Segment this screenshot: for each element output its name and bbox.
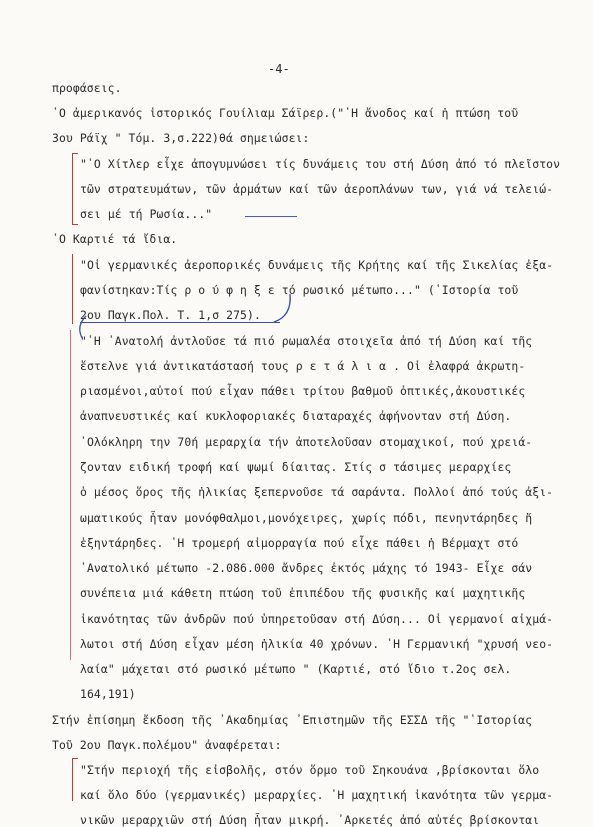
text-line: "Οἱ γερμανικές ἀεροπορικές δυνάμεις τῆς Κρήτης καί τῆς Σικελίας ἐξα- — [80, 258, 554, 272]
text-line: 164,191) — [80, 687, 136, 701]
text-line: ὁ μέσος ὅρος τῆς ἡλικίας ξεπερνοῦσε τά σαράντα. Πολλοί ἀπό τούς ἀξι- — [80, 485, 554, 499]
text-line: φανίστηκαν:Τίς ρ ο ύ φ η ξ ε τό ρωσικό μέτωπο..." (῾Ιστορία τοῦ — [80, 283, 519, 297]
text-line: ἔστελνε γιά ἀντικατάστασή τους ρ ε τ ά λ ι α . Οἱ ἐλαφρά ἀκρωτη- — [80, 359, 526, 373]
text-line: ῾Ο ἀμερικανός ἱστορικός Γουίλιαμ Σάϊρερ.("῾Η ἄνοδος καί ἡ πτώση τοῦ — [52, 106, 519, 120]
text-line: ἑξηντάρηδες. ῾Η τρομερή αἱμορραγία πού εἶχε πάθει ἡ Βέρμαχτ στό — [80, 536, 519, 550]
text-line: ἀναπνευστικές καί κυκλοφοριακές διαταραχές ἀφήνονταν στή Δύση. — [80, 409, 512, 423]
text-line: ᾿Ολόκληρη την 70ή μεραρχία τήν ἀποτελοῦσαν στομαχικοί, πού χρειά- — [80, 435, 533, 449]
arc-mark — [74, 314, 88, 340]
underline-mark — [80, 322, 280, 323]
text-line: ωματικούς ἦταν μονόφθαλμοι,μονόχειρες, χωρίς πόδι, πενηντάρηδες ἤ — [80, 511, 533, 525]
arc-mark — [270, 290, 300, 326]
text-line: "῾Η ᾿Ανατολή ἀντλοῦσε τά πιό ρωμαλέα στοιχεῖα ἀπό τή Δύση καί τῆς — [80, 334, 533, 348]
text-line: ᾿Ανατολικό μέτωπο -2.086.000 ἄνδρες ἐκτός μάχης τό 1943- Εἶχε σάν — [80, 561, 533, 575]
text-line: ριασμένοι,αὐτοί πού εἶχαν πάθει τρίτου βαθμοῦ ὀπτικές,ἀκουστικές — [80, 384, 526, 398]
text-line: σει μέ τή Ρωσία..." — [80, 207, 213, 221]
text-line: νικῶν μεραρχιῶν στή Δύση ἦταν μικρή. ᾿Αρκετές ἀπό αὐτές βρίσκονται — [80, 813, 540, 827]
text-line: 3ου Ράϊχ " Τόμ. 3,σ.222)θά σημειώσει: — [52, 131, 310, 145]
strike-mark — [245, 216, 297, 217]
text-line: "῾Ο Χίτλερ εἶχε ἀπογυμνώσει τίς δυνάμεις του στή Δύση ἀπό τό πλεῖστον — [80, 157, 561, 171]
text-line: λαία" μάχεται στό ρωσικό μέτωπο " (Καρτιέ, στό ἴδιο τ.2ος σελ. — [80, 662, 512, 676]
text-line: λωτοι στή Δύση εἶχαν μέση ἡλικία 40 χρόνων. ῾Η Γερμανική "χρυσή νεο- — [80, 637, 554, 651]
text-line: ἱκανότητας τῶν ἀνδρῶν πού ὑπηρετοῦσαν στή Δύση... Οἱ γερμανοί αἰχμά- — [80, 612, 554, 626]
margin-bracket — [72, 758, 78, 801]
text-line: Τοῦ 2ου Παγκ.πολέμου" ἀναφέρεται: — [52, 738, 282, 752]
text-line: "Στήν περιοχή τῆς εἰσβολῆς, στόν ὅρμο τοῦ Σηκουάνα ,βρίσκονται ὅλο — [80, 763, 540, 777]
text-line: Στήν ἐπίσημη ἔκδοση τῆς ᾿Ακαδημίας ᾿Επιστημῶν τῆς ΕΣΣΔ τῆς "῾Ιστορίας — [52, 713, 533, 727]
text-line: συνέπεια μιά κάθετη πτώση τοῦ ἐπιπέδου τῆς φυσικῆς καί μαχητικῆς — [80, 586, 526, 600]
margin-line — [70, 330, 71, 660]
margin-bracket — [72, 153, 78, 225]
text-line: καί ὅλο δύο (γερμανικές) μεραρχίες. ῾Η μαχητική ἱκανότητα τῶν γερμα- — [80, 788, 554, 802]
text-line: προφάσεις. — [52, 81, 122, 95]
text-line: ζονταν ειδική τροφή καί ψωμί δίαιτας. Στίς σ τάσιμες μεραρχίες — [80, 460, 512, 474]
text-line: ῾Ο Καρτιέ τά ἴδια. — [52, 232, 178, 246]
text-line: 2ου Παγκ.Πολ. Τ. 1,σ 275). — [80, 308, 261, 322]
text-line: τῶν στρατευμάτων, τῶν ἁρμάτων καί τῶν ἀεροπλάνων των, γιά νά τελειώ- — [80, 182, 554, 196]
page-number: -4- — [268, 62, 290, 76]
